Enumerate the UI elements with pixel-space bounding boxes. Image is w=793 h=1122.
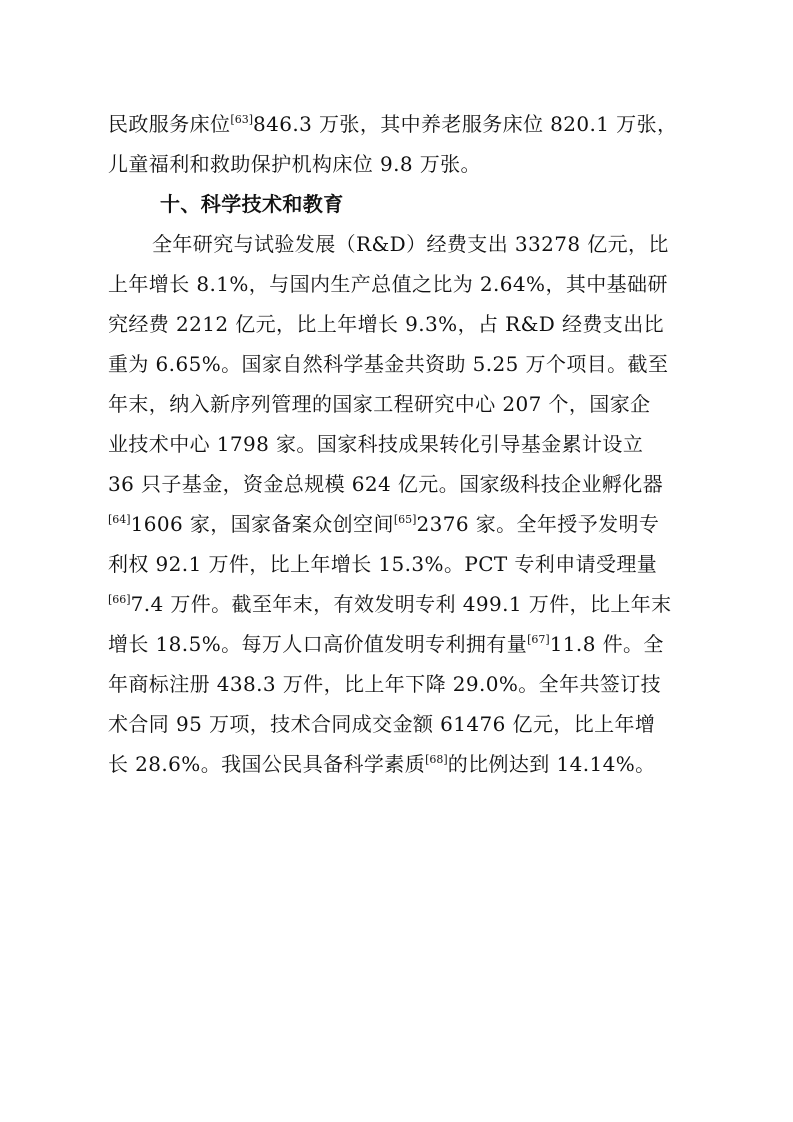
footnote-ref[interactable]: [66] (108, 592, 131, 606)
text-line: 术合同 95 万项，技术合同成交金额 61476 亿元，比上年增 (108, 712, 656, 736)
text-line: 增长 18.5%。每万人口高价值发明专利拥有量[67]11.8 件。全 (108, 632, 664, 656)
text-line: 究经费 2212 亿元，比上年增长 9.3%，占 R&D 经费支出比 (108, 312, 664, 336)
science-paragraph (108, 224, 688, 784)
text-line: 年商标注册 438.3 万件，比上年下降 29.0%。全年共签订技 (108, 672, 662, 696)
text-line: 长 28.6%。我国公民具备科学素质[68]的比例达到 14.14%。 (108, 752, 656, 776)
text-line: 民政服务床位[63]846.3 万张，其中养老服务床位 820.1 万张， (108, 112, 678, 136)
text-line: 年末，纳入新序列管理的国家工程研究中心 207 个，国家企 (108, 392, 651, 416)
text-line: [64]1606 家，国家备案众创空间[65]2376 家。全年授予发明专 (108, 512, 660, 536)
text-line: 利权 92.1 万件，比上年增长 15.3%。PCT 专利申请受理量 (108, 552, 658, 576)
footnote-ref[interactable]: [64] (108, 512, 131, 526)
footnote-ref[interactable]: [68] (425, 752, 448, 766)
text-line: 儿童福利和救助保护机构床位 9.8 万张。 (108, 152, 481, 176)
text-line: 业技术中心 1798 家。国家科技成果转化引导基金累计设立 (108, 432, 644, 456)
intro-paragraph (108, 104, 688, 184)
text-line: 重为 6.65%。国家自然科学基金共资助 5.25 万个项目。截至 (108, 352, 669, 376)
footnote-ref[interactable]: [67] (527, 632, 550, 646)
text-line: 36 只子基金，资金总规模 624 亿元。国家级科技企业孵化器 (108, 472, 664, 496)
text-line: 全年研究与试验发展（R&D）经费支出 33278 亿元，比 (152, 232, 669, 256)
text-line: 上年增长 8.1%，与国内生产总值之比为 2.64%，其中基础研 (108, 272, 668, 296)
section-heading: 十、科学技术和教育 (160, 192, 344, 216)
footnote-ref[interactable]: [65] (393, 512, 417, 526)
footnote-ref[interactable]: [63] (230, 112, 253, 126)
text-line: [66]7.4 万件。截至年末，有效发明专利 499.1 万件，比上年末 (108, 592, 672, 616)
